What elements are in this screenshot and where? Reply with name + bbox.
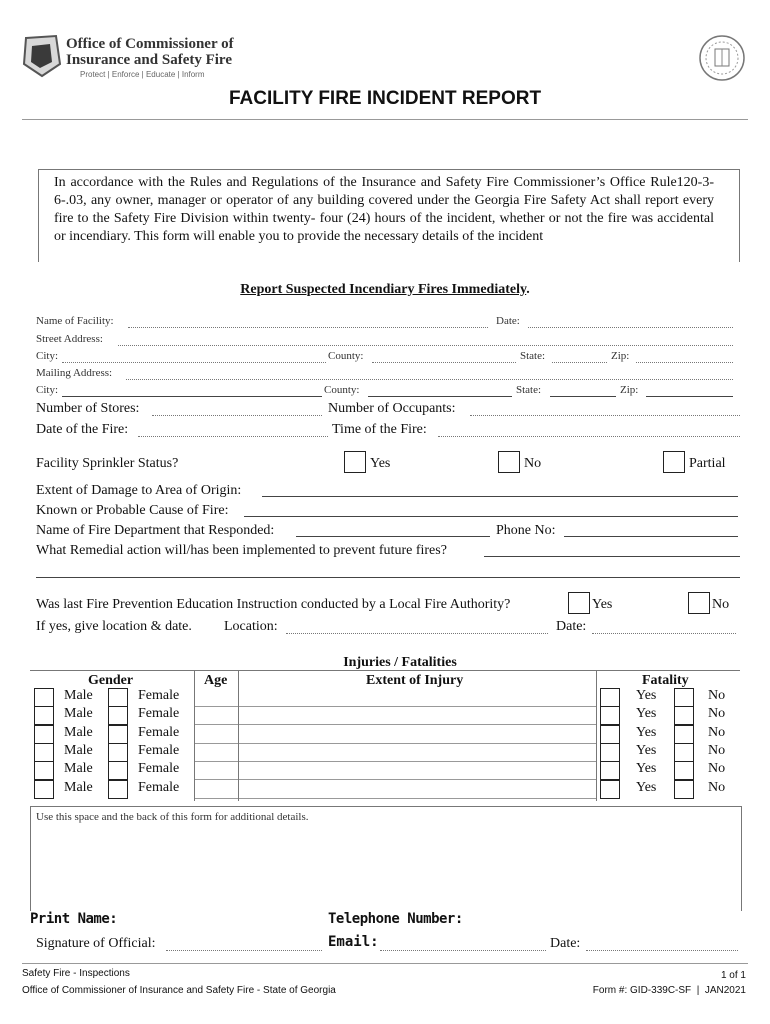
age-header: Age xyxy=(204,673,228,688)
fatality-no-checkbox[interactable] xyxy=(674,743,694,762)
city-label-2: City: xyxy=(36,384,59,396)
female-checkbox[interactable] xyxy=(108,688,128,707)
table-row xyxy=(30,743,740,761)
state-label-1: State: xyxy=(520,350,546,362)
location-label: Location: xyxy=(224,619,278,634)
zip-field-2[interactable] xyxy=(646,396,733,397)
fatality-yes-checkbox[interactable] xyxy=(600,743,620,762)
location-field[interactable] xyxy=(286,633,548,634)
injuries-title: Injuries / Fatalities xyxy=(343,655,457,670)
city-label-1: City: xyxy=(36,350,59,362)
intro-text: In accordance with the Rules and Regulations of the Insurance and Safety Fire Commissioner’s Office Rule120-3-6-.03, any owner, manager or operator of any building covered under the Georgia Fire Safety Act shall report every fire to the Safety Fire Division within twenty- four (24) hours of the incident, whether or not the fire was accidental or incendiary. This form will enable you to provide the necessary details of the incident xyxy=(54,175,714,244)
age-cell[interactable] xyxy=(195,706,238,725)
education-date-field[interactable] xyxy=(592,633,736,634)
extent-cell[interactable] xyxy=(239,725,596,744)
education-no-checkbox[interactable] xyxy=(688,592,710,614)
female-label: Female xyxy=(138,706,180,722)
male-label: Male xyxy=(64,742,93,758)
female-label: Female xyxy=(138,688,180,703)
stores-label: Number of Stores: xyxy=(36,401,140,416)
city-field-2[interactable] xyxy=(62,396,322,397)
fire-time-field[interactable] xyxy=(438,436,740,437)
signature-date-field[interactable] xyxy=(586,950,738,951)
remedial-field-2[interactable] xyxy=(36,577,740,578)
male-checkbox[interactable] xyxy=(34,743,54,762)
ga-state-outline-icon xyxy=(22,34,62,78)
cause-label: Known or Probable Cause of Fire: xyxy=(36,503,229,518)
female-checkbox[interactable] xyxy=(108,706,128,725)
age-cell[interactable] xyxy=(195,761,238,780)
facility-name-field[interactable] xyxy=(128,327,488,328)
female-label: Female xyxy=(138,779,180,795)
details-note: Use this space and the back of this form for additional details. xyxy=(36,811,309,823)
sprinkler-no-label: No xyxy=(524,456,542,471)
male-checkbox[interactable] xyxy=(34,761,54,780)
county-label-1: County: xyxy=(328,350,364,362)
fatality-yes-label: Yes xyxy=(636,688,657,703)
male-checkbox[interactable] xyxy=(34,688,54,707)
mailing-address-field[interactable] xyxy=(126,379,733,380)
education-date-label: Date: xyxy=(556,619,587,634)
state-seal xyxy=(698,34,746,82)
extent-cell[interactable] xyxy=(239,761,596,780)
date-label: Date: xyxy=(496,315,520,327)
state-field-1[interactable] xyxy=(552,362,607,363)
age-cell[interactable] xyxy=(195,725,238,744)
male-label: Male xyxy=(64,779,93,795)
sprinkler-yes-label: Yes xyxy=(370,456,391,471)
female-label: Female xyxy=(138,761,180,777)
telephone-label: Telephone Number: xyxy=(328,911,463,927)
male-checkbox[interactable] xyxy=(34,780,54,799)
footer-rule xyxy=(22,963,748,964)
footer-page: 1 of 1 xyxy=(720,970,746,981)
fatality-no-checkbox[interactable] xyxy=(674,780,694,799)
age-cell[interactable] xyxy=(195,688,238,707)
facility-name-label: Name of Facility: xyxy=(36,315,114,327)
report-notice xyxy=(0,282,770,298)
education-yes-label: Yes xyxy=(592,597,613,612)
remedial-label: What Remedial action will/has been implemented to prevent future fires? xyxy=(36,543,447,558)
table-row xyxy=(30,725,740,743)
date-field[interactable] xyxy=(528,327,733,328)
age-cell[interactable] xyxy=(195,743,238,762)
state-label-2: State: xyxy=(516,384,542,396)
email-field[interactable] xyxy=(380,950,546,951)
dept-label: Name of Fire Department that Responded: xyxy=(36,523,275,538)
fatality-yes-label: Yes xyxy=(636,706,657,722)
female-checkbox[interactable] xyxy=(108,761,128,780)
email-label: Email: xyxy=(328,934,379,950)
female-checkbox[interactable] xyxy=(108,725,128,744)
damage-label: Extent of Damage to Area of Origin: xyxy=(36,483,242,498)
occupants-label: Number of Occupants: xyxy=(328,401,456,416)
street-address-field[interactable] xyxy=(118,345,733,346)
female-checkbox[interactable] xyxy=(108,780,128,799)
fatality-no-label: No xyxy=(708,779,726,795)
age-cell[interactable] xyxy=(195,780,238,799)
table-row xyxy=(30,780,740,798)
phone-label: Phone No: xyxy=(496,523,556,538)
phone-field[interactable] xyxy=(564,536,738,537)
fatality-no-label: No xyxy=(708,688,726,703)
male-label: Male xyxy=(64,688,93,703)
occupants-field[interactable] xyxy=(470,415,740,416)
fatality-no-label: No xyxy=(708,761,726,777)
extent-header: Extent of Injury xyxy=(366,673,464,688)
city-field-1[interactable] xyxy=(62,362,326,363)
fatality-no-label: No xyxy=(708,706,726,722)
female-checkbox[interactable] xyxy=(108,743,128,762)
extent-cell[interactable] xyxy=(239,780,596,799)
report-notice-text: Report Suspected Incendiary Fires Immediately xyxy=(240,282,527,297)
fatality-yes-checkbox[interactable] xyxy=(600,688,620,707)
female-label: Female xyxy=(138,742,180,758)
state-field-2[interactable] xyxy=(550,396,616,397)
org-line-1: Office of Commissioner of xyxy=(66,36,234,52)
fatality-no-checkbox[interactable] xyxy=(674,725,694,744)
footer-left-1: Safety Fire - Inspections xyxy=(22,968,130,979)
org-tagline: Protect | Enforce | Educate | Inform xyxy=(80,70,205,79)
damage-field[interactable] xyxy=(262,496,738,497)
county-field-1[interactable] xyxy=(372,362,516,363)
fatality-yes-checkbox[interactable] xyxy=(600,725,620,744)
fatality-no-label: No xyxy=(708,742,726,758)
female-label: Female xyxy=(138,724,180,740)
table-row xyxy=(30,761,740,779)
male-label: Male xyxy=(64,706,93,722)
fatality-yes-checkbox[interactable] xyxy=(600,780,620,799)
table-row xyxy=(30,706,740,724)
sprinkler-partial-label: Partial xyxy=(689,456,726,471)
extent-cell[interactable] xyxy=(239,706,596,725)
fatality-header: Fatality xyxy=(642,673,689,688)
agency-logo xyxy=(22,34,62,78)
education-no-label: No xyxy=(712,597,730,612)
title-rule xyxy=(22,119,748,120)
remedial-field-1[interactable] xyxy=(484,556,740,557)
fatality-yes-label: Yes xyxy=(636,742,657,758)
footer-form-number: Form #: GID-339C-SF | JAN2021 xyxy=(592,985,746,996)
org-line-2: Insurance and Safety Fire xyxy=(66,52,232,68)
zip-label-1: Zip: xyxy=(611,350,630,362)
signature-date-label: Date: xyxy=(550,936,581,951)
mailing-address-label: Mailing Address: xyxy=(36,367,113,379)
sprinkler-label: Facility Sprinkler Status? xyxy=(36,456,179,471)
gender-header: Gender xyxy=(88,673,134,688)
fatality-no-checkbox[interactable] xyxy=(674,706,694,725)
male-checkbox[interactable] xyxy=(34,725,54,744)
sprinkler-partial-checkbox[interactable] xyxy=(663,451,685,473)
fatality-yes-checkbox[interactable] xyxy=(600,706,620,725)
zip-label-2: Zip: xyxy=(620,384,639,396)
street-address-label: Street Address: xyxy=(36,333,103,345)
fatality-no-checkbox[interactable] xyxy=(674,761,694,780)
fatality-yes-label: Yes xyxy=(636,724,657,740)
extent-cell[interactable] xyxy=(239,743,596,762)
sprinkler-yes-checkbox[interactable] xyxy=(344,451,366,473)
fatality-yes-label: Yes xyxy=(636,779,657,795)
table-row xyxy=(30,688,740,706)
zip-field-1[interactable] xyxy=(636,362,733,363)
signature-field[interactable] xyxy=(166,950,322,951)
extent-cell[interactable] xyxy=(239,688,596,707)
page-title: FACILITY FIRE INCIDENT REPORT xyxy=(228,88,542,109)
male-label: Male xyxy=(64,724,93,740)
fatality-no-checkbox[interactable] xyxy=(674,688,694,707)
fatality-yes-checkbox[interactable] xyxy=(600,761,620,780)
georgia-state-seal-icon xyxy=(698,34,746,82)
fire-date-field[interactable] xyxy=(138,436,328,437)
fatality-yes-label: Yes xyxy=(636,761,657,777)
fire-time-label: Time of the Fire: xyxy=(332,422,427,437)
footer-left-2: Office of Commissioner of Insurance and Safety Fire - State of Georgia xyxy=(22,985,336,996)
male-checkbox[interactable] xyxy=(34,706,54,725)
male-label: Male xyxy=(64,761,93,777)
education-label: Was last Fire Prevention Education Instruction conducted by a Local Fire Authority? xyxy=(36,597,511,612)
stores-field[interactable] xyxy=(152,415,322,416)
injuries-table xyxy=(30,670,740,801)
dept-field[interactable] xyxy=(296,536,490,537)
report-notice-period: . xyxy=(526,282,530,297)
if-yes-label: If yes, give location & date. xyxy=(36,619,192,634)
fatality-no-label: No xyxy=(708,724,726,740)
sprinkler-no-checkbox[interactable] xyxy=(498,451,520,473)
county-label-2: County: xyxy=(324,384,360,396)
county-field-2[interactable] xyxy=(368,396,512,397)
print-name-label: Print Name: xyxy=(30,911,118,927)
fire-date-label: Date of the Fire: xyxy=(36,422,129,437)
education-yes-checkbox[interactable] xyxy=(568,592,590,614)
cause-field[interactable] xyxy=(244,516,738,517)
signature-label: Signature of Official: xyxy=(36,936,156,951)
